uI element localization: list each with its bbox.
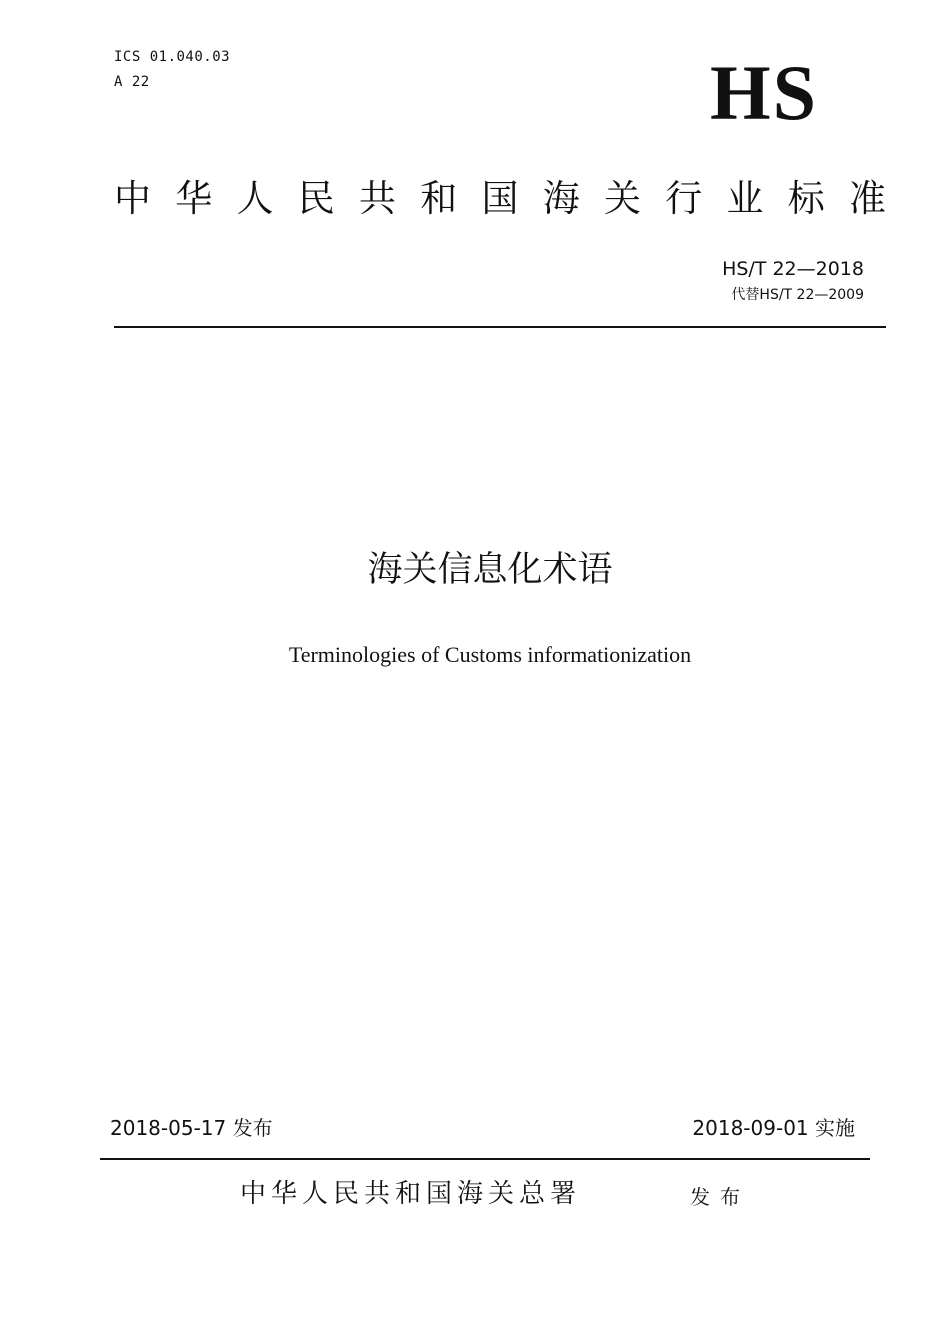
ccs-code: A 22 [114,74,150,90]
issuing-authority: 中华人民共和国海关总署 [240,1179,582,1209]
standard-number: HS/T 22—2018 [722,258,864,280]
issue-date: 2018-05-17 发布 [110,1116,273,1140]
hs-logo: HS [709,49,818,136]
standard-type-char: 人 [236,177,274,220]
standard-type-char: 准 [849,177,886,220]
standard-type-title [114,174,886,224]
standard-type-char: 民 [297,177,335,220]
implementation-date: 2018-09-01 实施 [692,1116,855,1140]
replaces-standard: 代替HS/T 22—2009 [731,287,864,303]
standard-type-char: 共 [359,177,396,220]
standard-type-char: 和 [420,177,458,220]
standard-type-char: 国 [481,177,519,220]
standard-type-char: 中 [114,177,151,220]
standard-type-char: 行 [665,177,703,220]
standard-type-char: 海 [542,177,580,220]
standard-type-char: 华 [175,177,213,220]
standard-type-char: 关 [604,177,641,220]
header-divider [114,326,886,328]
document-title-english: Terminologies of Customs informationization [288,642,692,667]
issued-label: 发布 [690,1185,750,1209]
standard-type-char: 业 [726,177,764,220]
ics-code: ICS 01.040.03 [114,49,231,65]
footer-divider [100,1158,870,1160]
standard-type-char: 标 [787,177,825,220]
document-title-chinese: 海关信息化术语 [367,550,613,590]
